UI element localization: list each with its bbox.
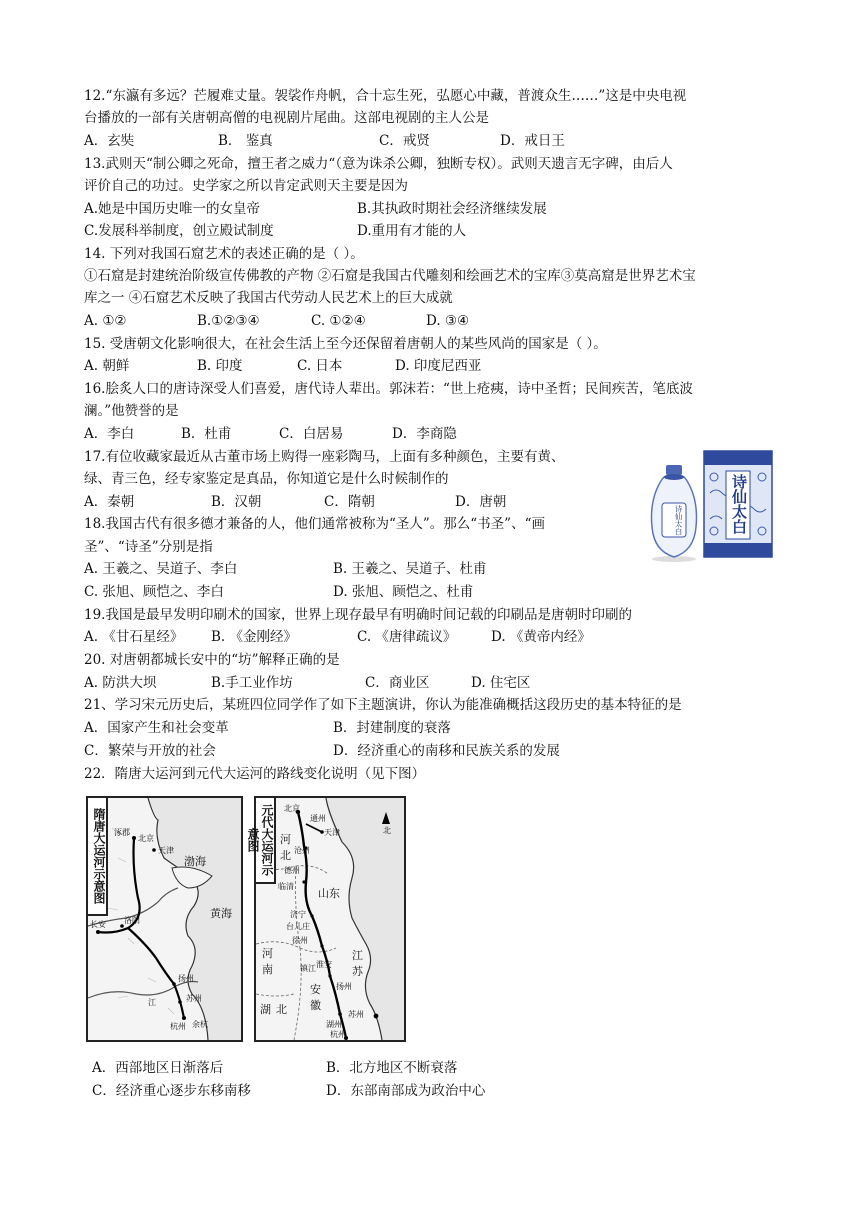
q18-option-c: C. 张旭、顾恺之、李白 [84, 584, 224, 600]
sui-map-label-luoyang: 洛阳 [124, 916, 140, 925]
sui-map-label-zhuojun: 涿郡 [114, 828, 130, 837]
q17-option-c: C．隋朝 [324, 494, 375, 510]
q13-option-c: C.发展科举制度，创立殿试制度 [84, 223, 274, 239]
sui-tang-canal-map [86, 796, 243, 1042]
q14-option-b: B.①②③④ [197, 313, 260, 329]
yuan-map-label-hangzhou: 杭州 [330, 1030, 346, 1039]
yuan-map-label-north: 北 [383, 826, 391, 835]
q13-stem-line1: 13.武则天“制公卿之死命，擅王者之威力“（意为诛杀公卿，独断专权）。武则天遗言无字碑，由后人 [84, 156, 673, 172]
q22-option-b: B．北方地区不断衰落 [326, 1060, 458, 1076]
yuan-map-label-nan: 南 [262, 963, 273, 976]
q22-option-a: A．西部地区日渐落后 [92, 1060, 224, 1076]
q13-option-b: B.其执政时期社会经济继续发展 [357, 201, 547, 217]
q18-stem-line2: 圣”、“诗圣”分别是指 [84, 539, 213, 555]
q13-option-a: A.她是中国历史唯一的女皇帝 [84, 201, 261, 217]
yuan-map-label-shandong: 山东 [318, 887, 340, 900]
q12-stem-line2: 台播放的一部有关唐朝高僧的电视剧片尾曲。这部电视剧的主人公是 [84, 110, 489, 126]
yuan-map-label-tianjin: 天津 [324, 828, 340, 837]
q17-option-a: A．秦朝 [84, 494, 135, 510]
q20-option-c: C．商业区 [365, 675, 430, 691]
q16-option-a: A．李白 [84, 426, 135, 442]
yuan-map-label-zhenjiang: 镇江 [300, 964, 316, 973]
q16-option-d: D．李商隐 [392, 426, 457, 442]
yuan-map-label-beijing: 北京 [284, 804, 300, 813]
yuan-map-label-taierzhuang: 台儿庄 [286, 922, 310, 931]
yuan-map-label-linqing: 临清 [278, 882, 294, 891]
q16-option-c: C．白居易 [279, 426, 344, 442]
yuan-map-label-su: 苏 [352, 965, 363, 978]
q12-option-d: D．戒日王 [500, 133, 565, 149]
sui-map-label-huanghai: 黄海 [210, 907, 232, 920]
q18-option-a: A. 王羲之、吴道子、李白 [84, 561, 238, 577]
yuan-map-label-bei1: 北 [280, 849, 291, 862]
q13-stem-line2: 评价自己的功过。史学家之所以肯定武则天主要是因为 [84, 178, 408, 194]
sui-tang-map-title: 隋唐大运河示意图 [88, 798, 108, 916]
yuan-map-label-hu: 湖 [260, 1003, 271, 1016]
q18-option-b: B. 王羲之、吴道子、杜甫 [333, 561, 487, 577]
sui-map-label-beijing: 北京 [138, 834, 154, 843]
sui-map-label-hangzhou: 杭州 [170, 1022, 186, 1031]
q12-option-c: C．戒贤 [379, 133, 430, 149]
q12-option-a: A．玄奘 [84, 133, 135, 149]
q21-option-c: C．繁荣与开放的社会 [84, 743, 216, 759]
yuan-map-label-hui: 徽 [310, 999, 321, 1012]
q15-option-b: B. 印度 [197, 358, 243, 374]
q20-option-b: B.手工业作坊 [211, 675, 293, 691]
q19-option-b: B. 《金刚经》 [211, 629, 298, 645]
yuan-map-label-huzhou: 湖州 [326, 1020, 342, 1029]
q17-option-d: D．唐朝 [455, 494, 507, 510]
yuan-map-label-dezhou: 德州 [284, 866, 300, 875]
q22-option-d: D．东部南部成为政治中心 [326, 1083, 486, 1099]
q22-stem-line1: 22．隋唐大运河到元代大运河的路线变化说明（见下图） [84, 766, 426, 782]
q21-option-a: A．国家产生和社会变革 [84, 720, 229, 736]
yuan-map-label-huaian: 淮安 [316, 960, 332, 969]
yuan-map-label-he1: 河 [280, 833, 291, 846]
q20-option-a: A. 防洪大坝 [84, 675, 157, 691]
liquor-bottle-image [640, 447, 775, 565]
yuan-map-title: 元代大运河示意图 [256, 798, 276, 884]
yuan-map-label-yangzhou: 扬州 [336, 982, 352, 991]
q14-stem-line2: ①石窟是封建统治阶级宣传佛教的产物 ②石窟是我国古代雕刻和绘画艺术的宝库③莫高窟是世界艺术宝 [84, 268, 696, 284]
q13-option-d: D.重用有才能的人 [357, 223, 467, 239]
yuan-map-label-jiang: 江 [352, 949, 363, 962]
q12-option-b: B． 鉴真 [218, 133, 273, 149]
q19-stem-line1: 19.我国是最早发明印刷术的国家，世界上现存最早有明确时间记载的印刷品是唐朝时印刷的 [84, 607, 632, 623]
q14-option-d: D. ③④ [426, 313, 470, 329]
sui-map-label-yangzhou: 扬州 [178, 974, 194, 983]
q17-option-b: B．汉朝 [211, 494, 262, 510]
q16-stem-line1: 16.脍炙人口的唐诗深受人们喜爱，唐代诗人辈出。郭沫若：“世上疮痍，诗中圣哲；民间疾苦，笔底波 [84, 381, 693, 397]
q17-stem-line1: 17.有位收藏家最近从古董市场上购得一座彩陶马，上面有多种颜色，主要有黄、 [84, 449, 565, 465]
yuan-map-label-jining: 济宁 [290, 910, 306, 919]
q17-stem-line2: 绿、青三色，经专家鉴定是真品，你知道它是什么时候制作的 [84, 471, 449, 487]
q19-option-d: D. 《黄帝内经》 [491, 629, 591, 645]
q14-option-a: A. ①② [84, 313, 127, 329]
sui-map-label-jiang: 江 [148, 998, 156, 1007]
sui-map-label-yuhang: 余杭 [192, 1020, 208, 1029]
q19-option-a: A. 《甘石星经》 [84, 629, 184, 645]
yuan-map-label-he2: 河 [262, 947, 273, 960]
q18-option-d: D. 张旭、顾恺之、杜甫 [333, 584, 474, 600]
box-label-text: 诗仙太白 [730, 474, 748, 534]
sui-map-label-tianjin: 天津 [158, 846, 174, 855]
yuan-map-label-cangzhou: 沧州 [294, 846, 310, 855]
bottle-label-text: 诗仙太白 [674, 505, 683, 535]
q15-option-c: C. 日本 [297, 358, 343, 374]
q15-stem-line1: 15. 受唐朝文化影响很大，在社会生活上至今还保留着唐朝人的某些风尚的国家是（ ）。 [84, 336, 607, 352]
yuan-map-label-suzhou: 苏州 [348, 1010, 364, 1019]
yuan-canal-map [246, 796, 406, 1042]
q14-stem-line1: 14. 下列对我国石窟艺术的表述正确的是（ ）。 [84, 246, 364, 262]
yuan-map-label-an: 安 [310, 983, 321, 996]
q21-option-d: D．经济重心的南移和民族关系的发展 [333, 743, 560, 759]
q20-option-d: D. 住宅区 [471, 675, 531, 691]
q21-option-b: B．封建制度的衰落 [333, 720, 451, 736]
q19-option-c: C. 《唐律疏议》 [357, 629, 457, 645]
yuan-map-label-xuzhou: 徐州 [292, 936, 308, 945]
q18-stem-line1: 18.我国古代有很多德才兼备的人，他们通常被称为“圣人”。那么“书圣”、“画 [84, 516, 545, 532]
sui-map-label-suzhou: 苏州 [186, 994, 202, 1003]
q14-stem-line3: 库之一 ④石窟艺术反映了我国古代劳动人民艺术上的巨大成就 [84, 290, 453, 306]
yuan-map-label-tongzhou: 通州 [310, 814, 326, 823]
q15-option-a: A. 朝鲜 [84, 358, 130, 374]
q21-stem-line1: 21、学习宋元历史后，某班四位同学作了如下主题演讲，你认为能准确概括这段历史的基本特征的是 [84, 697, 682, 713]
sui-map-label-changan: 长安 [90, 920, 106, 929]
sui-map-label-bohai: 渤海 [184, 855, 206, 868]
q20-stem-line1: 20. 对唐朝都城长安中的“坊”解释正确的是 [84, 652, 340, 668]
q14-option-c: C. ①②④ [311, 313, 366, 329]
q22-option-c: C．经济重心逐步东移南移 [92, 1083, 251, 1099]
q16-option-b: B．杜甫 [181, 426, 232, 442]
q12-stem-line1: 12.“东瀛有多远？芒履难丈量。袈裟作舟帆，合十忘生死，弘愿心中藏，普渡众生……”这是中央电视 [84, 88, 687, 104]
q16-stem-line2: 澜。”他赞誉的是 [84, 403, 179, 419]
q15-option-d: D. 印度尼西亚 [395, 358, 482, 374]
yuan-map-label-bei2: 北 [276, 1003, 287, 1016]
